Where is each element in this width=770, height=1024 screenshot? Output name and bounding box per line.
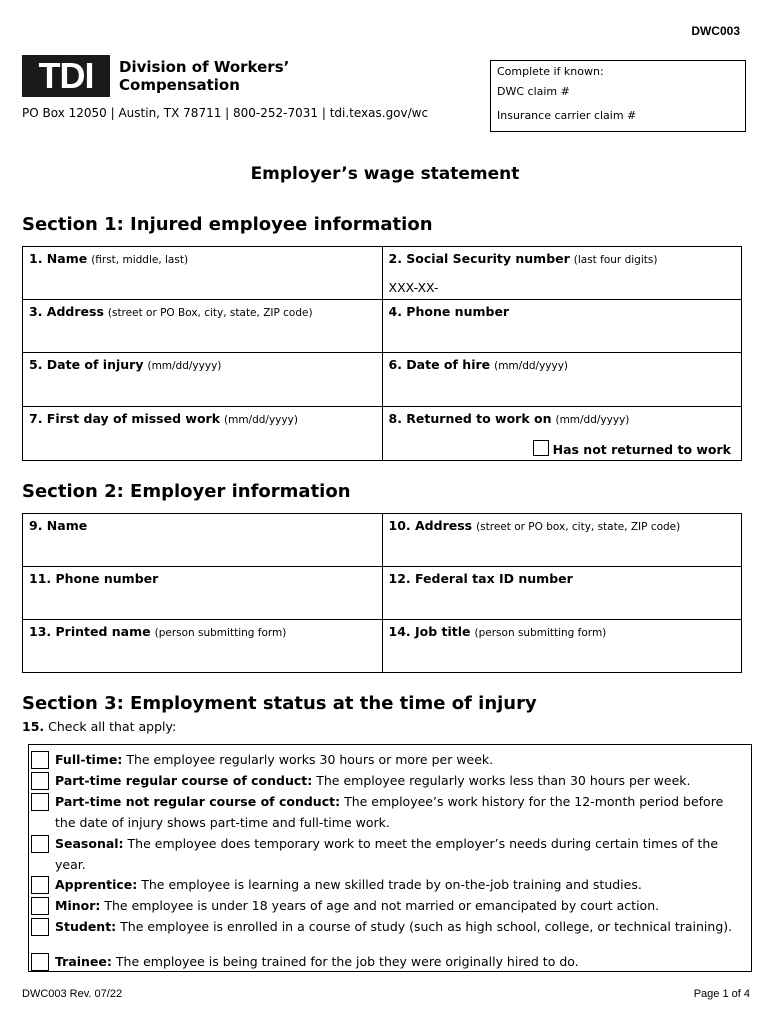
question-15: 15. Check all that apply:: [22, 719, 177, 734]
option-minor[interactable]: Minor: The employee is under 18 years of age and not married or emancipated by court action.: [31, 895, 745, 916]
section1-table: [22, 246, 742, 461]
tdi-logo: TDI: [22, 55, 110, 97]
section2-heading: Section 2: Employer information: [22, 481, 351, 502]
section1-heading: Section 1: Injured employee information: [22, 214, 433, 235]
checkbox[interactable]: [31, 918, 49, 936]
option-part-time-regular[interactable]: Part-time regular course of conduct: The employee regularly works less than 30 hours per week.: [31, 770, 745, 791]
not-returned-checkbox[interactable]: [533, 440, 549, 456]
option-part-time-not-regular[interactable]: Part-time not regular course of conduct: The employee’s work history for the 12-month period before the date of injury shows part-time and full-time work.: [31, 791, 745, 833]
address-field[interactable]: 3. Address (street or PO Box, city, state, ZIP code): [23, 300, 383, 353]
form-id: DWC003: [691, 24, 740, 38]
checkbox[interactable]: [31, 876, 49, 894]
option-student[interactable]: Student: The employee is enrolled in a course of study (such as high school, college, or technical training).: [31, 916, 745, 937]
revision-label: DWC003 Rev. 07/22: [22, 988, 123, 1000]
section2-table: [22, 513, 742, 673]
missed-work-field[interactable]: 7. First day of missed work (mm/dd/yyyy): [23, 407, 383, 461]
hire-date-field[interactable]: 6. Date of hire (mm/dd/yyyy): [382, 353, 742, 407]
not-returned-option[interactable]: Has not returned to work: [533, 440, 731, 457]
option-seasonal[interactable]: Seasonal: The employee does temporary work to meet the employer’s needs during certain times of the year.: [31, 833, 745, 875]
employer-name-field[interactable]: 9. Name: [23, 514, 383, 567]
claim-box-title: Complete if known:: [497, 65, 604, 78]
returned-work-field[interactable]: 8. Returned to work on (mm/dd/yyyy) Has not returned to work: [382, 407, 742, 461]
section3-heading: Section 3: Employment status at the time of injury: [22, 693, 537, 714]
employer-address-field[interactable]: 10. Address (street or PO box, city, state, ZIP code): [382, 514, 742, 567]
checkbox[interactable]: [31, 835, 49, 853]
checkbox[interactable]: [31, 897, 49, 915]
page-number: Page 1 of 4: [693, 988, 750, 1000]
phone-field[interactable]: 4. Phone number: [382, 300, 742, 353]
division-name: [119, 58, 289, 94]
division-line2: Compensation: [119, 76, 240, 94]
ssn-field[interactable]: 2. Social Security number (last four digits) XXX-XX-: [382, 247, 742, 300]
injury-date-field[interactable]: 5. Date of injury (mm/dd/yyyy): [23, 353, 383, 407]
option-full-time[interactable]: Full-time: The employee regularly works 30 hours or more per week.: [31, 749, 745, 770]
claim-info-box: [490, 60, 746, 132]
carrier-claim-field[interactable]: Insurance carrier claim #: [497, 109, 637, 122]
option-apprentice[interactable]: Apprentice: The employee is learning a new skilled trade by on-the-job training and studies.: [31, 874, 745, 895]
checkbox[interactable]: [31, 772, 49, 790]
checkbox[interactable]: [31, 953, 49, 971]
name-field[interactable]: 1. Name (first, middle, last): [23, 247, 383, 300]
dwc-claim-field[interactable]: DWC claim #: [497, 85, 570, 98]
job-title-field[interactable]: 14. Job title (person submitting form): [382, 620, 742, 673]
option-trainee[interactable]: Trainee: The employee is being trained for the job they were originally hired to do.: [31, 951, 745, 972]
document-title: Employer’s wage statement: [250, 164, 520, 184]
checkbox[interactable]: [31, 793, 49, 811]
ssn-prefix: XXX-XX-: [388, 280, 439, 295]
employer-phone-field[interactable]: 11. Phone number: [23, 567, 383, 620]
tax-id-field[interactable]: 12. Federal tax ID number: [382, 567, 742, 620]
agency-address: PO Box 12050 | Austin, TX 78711 | 800-252-7031 | tdi.texas.gov/wc: [22, 106, 429, 120]
division-line1: Division of Workers’: [119, 58, 290, 76]
checkbox[interactable]: [31, 751, 49, 769]
printed-name-field[interactable]: 13. Printed name (person submitting form): [23, 620, 383, 673]
employment-status-box: [28, 744, 752, 972]
